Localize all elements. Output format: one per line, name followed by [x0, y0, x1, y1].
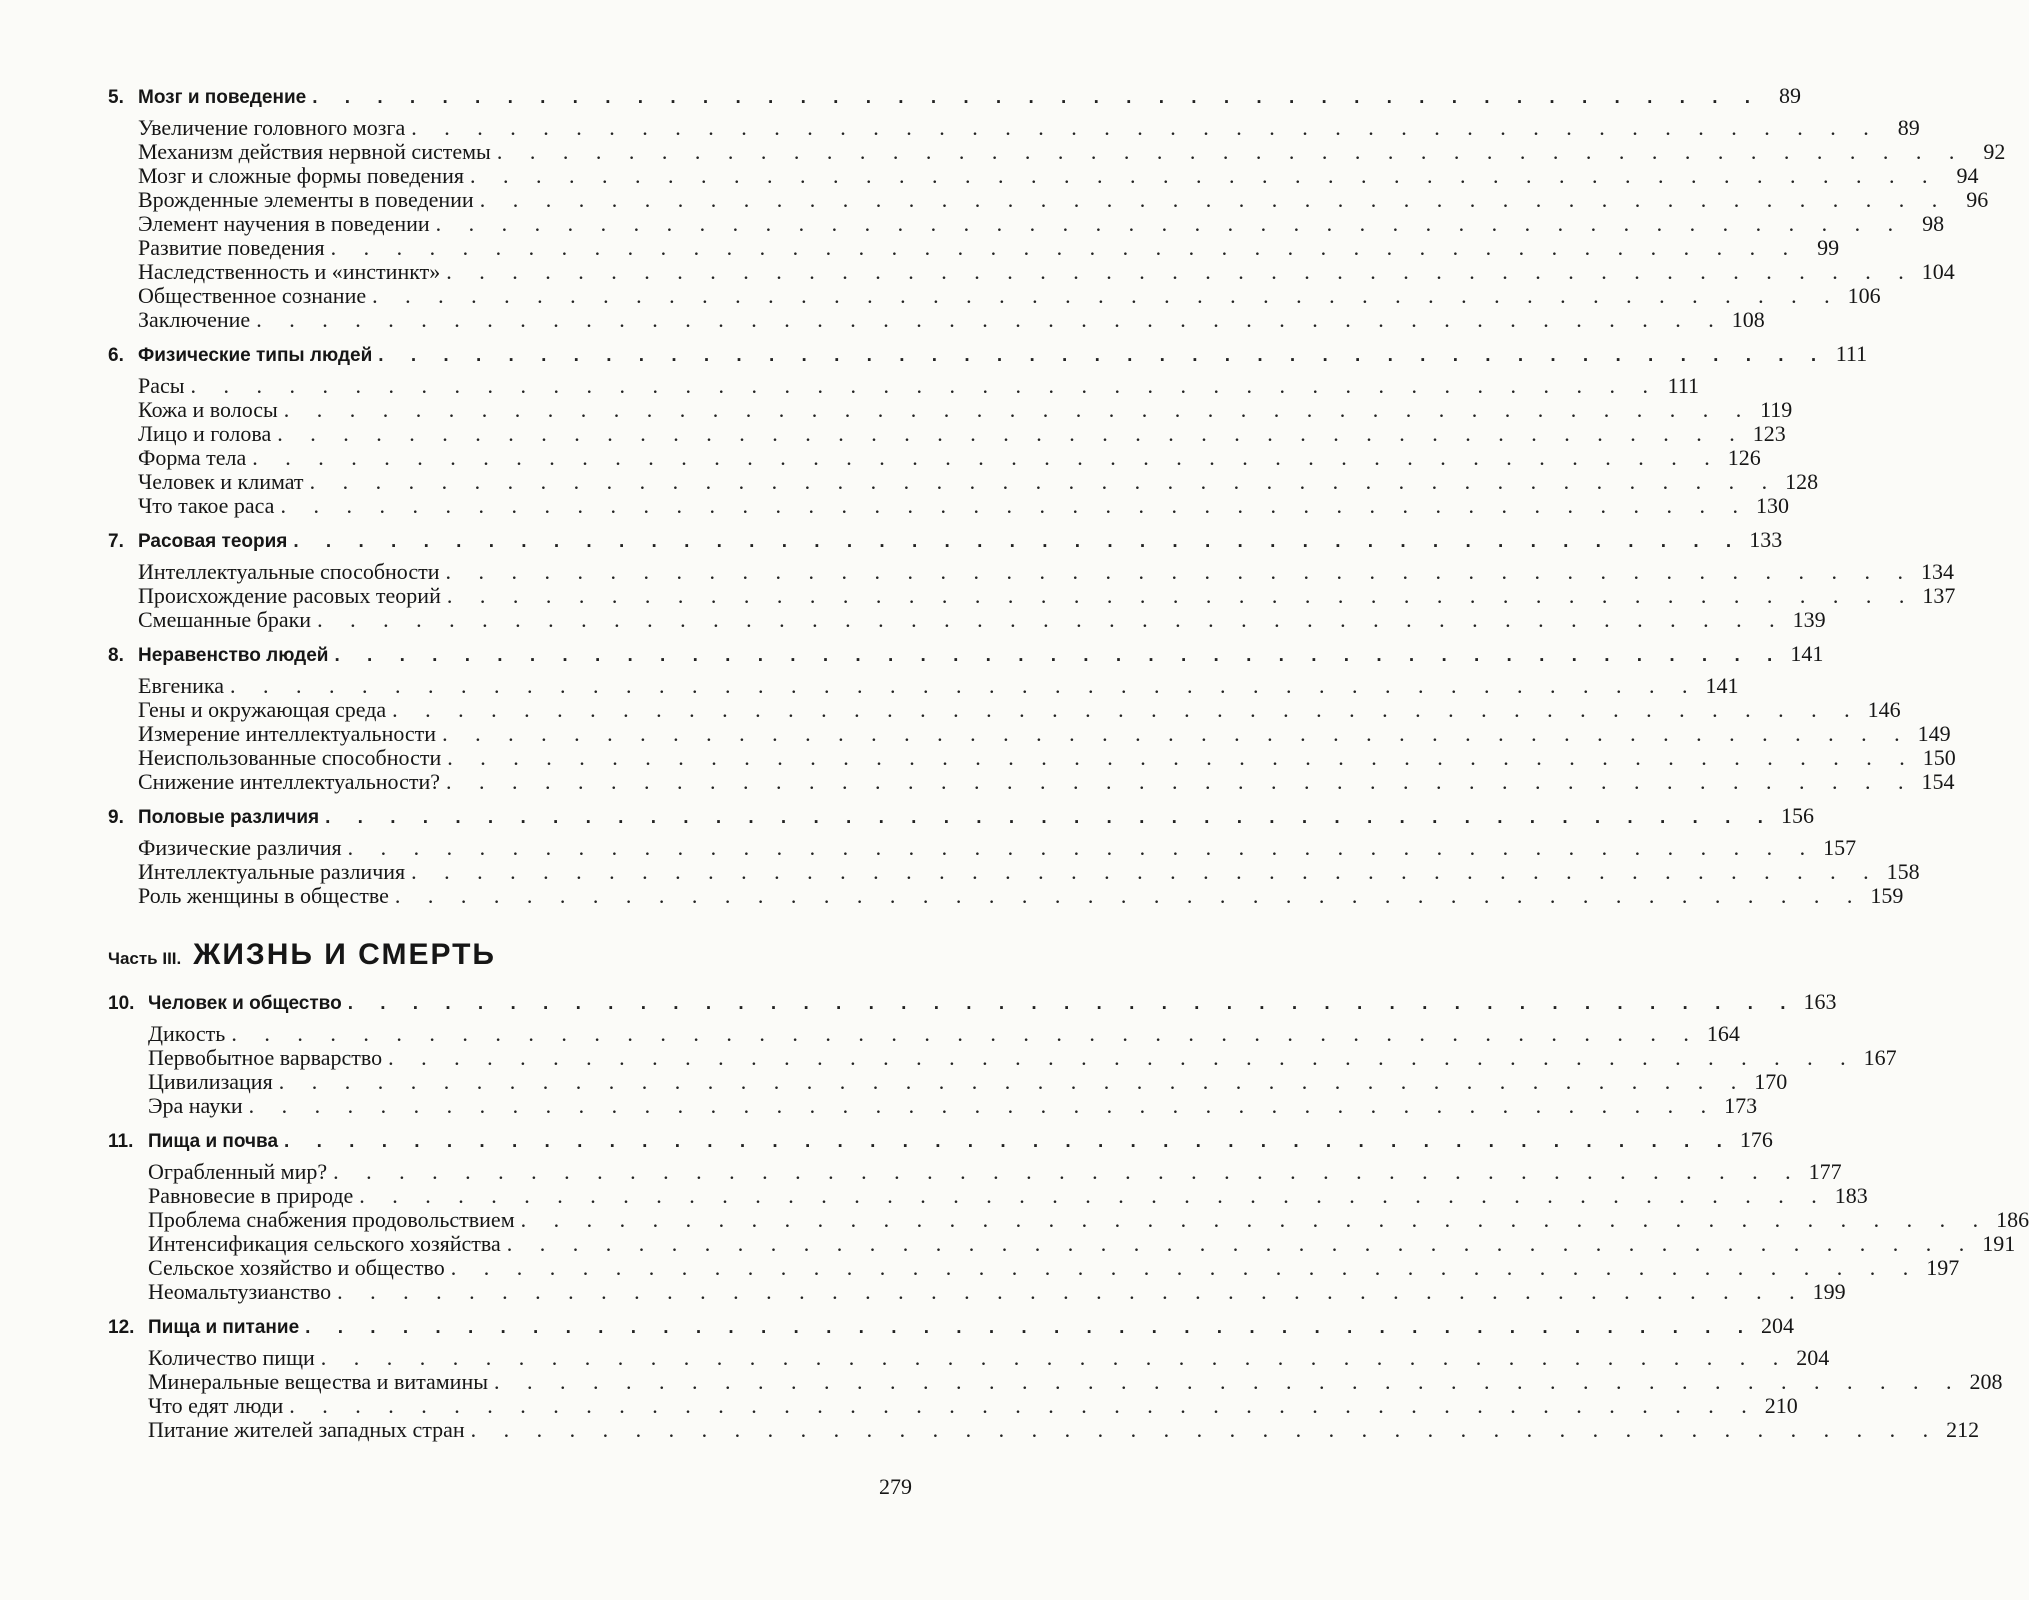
page-reference: 89: [1779, 83, 1802, 108]
dot-leader: . . . . . . . . . . . . . . . . . . . . . . . . . . . . . . . . . . . . . . . . . . . . .: [359, 1183, 1828, 1208]
page-reference: 164: [1706, 1021, 1740, 1046]
page-reference: 111: [1835, 341, 1868, 366]
section-entry: [108, 1369, 2003, 1394]
chapter-title: Физические типы людей: [138, 345, 373, 366]
page-reference: 126: [1727, 445, 1761, 470]
section-entry: [108, 1345, 1830, 1370]
section-entry: [108, 211, 1945, 236]
page-reference: 141: [1705, 673, 1739, 698]
page-reference: 197: [1926, 1255, 1960, 1280]
part-label: Часть III.: [108, 949, 182, 968]
dot-leader: . . . . . . . . . . . . . . . . . . . . . . . . . . . . . . . . . . . . . . . . . . . . .: [520, 1207, 1990, 1232]
chapter-number: 6.: [108, 345, 124, 366]
section-title: Интеллектуальные различия: [138, 859, 406, 884]
section-title: Сельское хозяйство и общество: [148, 1255, 445, 1280]
section-title: Дикость: [148, 1021, 226, 1046]
section-title: Физические различия: [138, 835, 342, 860]
dot-leader: . . . . . . . . . . . . . . . . . . . . . . . . . . . . . . . . . . . . . . . . . . . . .: [283, 397, 1753, 422]
section-entry: [108, 187, 1989, 212]
chapter-title: Половые различия: [138, 807, 320, 828]
section-title: Питание жителей западных стран: [148, 1417, 465, 1442]
dot-leader: . . . . . . . . . . . . . . . . . . . . . . . . . . . . . . . . . . . . . . . . . . . . .: [248, 1093, 1718, 1118]
dot-leader: . . . . . . . . . . . . . . . . . . . . . . . . . . . . . . . . . . . . . . . . . . . . .: [494, 1369, 1963, 1394]
page-reference: 108: [1731, 307, 1765, 332]
section-title: Развитие поведения: [138, 235, 325, 260]
dot-leader: . . . . . . . . . . . . . . . . . . . . . . . . . . . . . . . . . . . . . . . . . . . . .: [447, 745, 1916, 770]
section-entry: [108, 859, 1920, 884]
section-entry: [108, 1045, 1897, 1070]
section-title: Снижение интеллектуальности?: [138, 769, 440, 794]
section-entry: [108, 835, 1857, 860]
dot-leader: . . . . . . . . . . . . . . . . . . . . . . . . . . . . . . . . . . . . . . . . . . . . .: [445, 559, 1915, 584]
section-entry: [108, 139, 2006, 164]
toc-block-after: [108, 988, 2029, 1442]
dot-leader: . . . . . . . . . . . . . . . . . . . . . . . . . . . . . . . . . . . . . . . . . . . . .: [347, 993, 1797, 1014]
section-entry: [108, 469, 1819, 494]
dot-leader: . . . . . . . . . . . . . . . . . . . . . . . . . . . . . . . . . . . . . . . . . . . . .: [378, 345, 1828, 366]
page-reference: 119: [1760, 397, 1793, 422]
page-reference: 157: [1823, 835, 1857, 860]
section-entry: [108, 283, 1881, 308]
section-title: Общественное сознание: [138, 283, 367, 308]
dot-leader: . . . . . . . . . . . . . . . . . . . . . . . . . . . . . . . . . . . . . . . . . . . . .: [446, 769, 1915, 794]
dot-leader: . . . . . . . . . . . . . . . . . . . . . . . . . . . . . . . . . . . . . . . . . . . . .: [312, 87, 1762, 108]
dot-leader: . . . . . . . . . . . . . . . . . . . . . . . . . . . . . . . . . . . . . . . . . . . . .: [446, 583, 1916, 608]
dot-leader: . . . . . . . . . . . . . . . . . . . . . . . . . . . . . . . . . . . . . . . . . . . . .: [469, 163, 1939, 188]
page-reference: 159: [1870, 883, 1904, 908]
chapter-entry: [108, 82, 1802, 110]
dot-leader: . . . . . . . . . . . . . . . . . . . . . . . . . . . . . . . . . . . . . . . . . . . . .: [256, 307, 1725, 332]
page-reference: 177: [1808, 1159, 1842, 1184]
chapter-entry: [108, 988, 1837, 1016]
section-entry: [108, 1279, 1846, 1304]
section-entry: [108, 1021, 1740, 1046]
page-reference: 163: [1803, 989, 1837, 1014]
dot-leader: . . . . . . . . . . . . . . . . . . . . . . . . . . . . . . . . . . . . . . . . . . . . .: [435, 211, 1905, 236]
dot-leader: . . . . . . . . . . . . . . . . . . . . . . . . . . . . . . . . . . . . . . . . . . . . .: [442, 721, 1911, 746]
section-title: Элемент научения в поведении: [138, 211, 430, 236]
chapter-number: 5.: [108, 87, 124, 108]
dot-leader: . . . . . . . . . . . . . . . . . . . . . . . . . . . . . . . . . . . . . . . . . . . . .: [411, 859, 1880, 884]
page-number: 279: [879, 1474, 912, 1499]
chapter-number: 12.: [108, 1317, 135, 1338]
section-entry: [108, 1183, 1868, 1208]
section-title: Неомальтузианство: [148, 1279, 332, 1304]
chapter-title: Неравенство людей: [138, 645, 329, 666]
section-entry: [108, 583, 1956, 608]
chapter-entry: [108, 340, 1868, 368]
section-title: Что такое раса: [138, 493, 275, 518]
section-title: Заключение: [138, 307, 251, 332]
chapter-title: Пища и питание: [148, 1317, 300, 1338]
section-title: Минеральные вещества и витамины: [148, 1369, 489, 1394]
section-entry: [108, 721, 1951, 746]
page-reference: 89: [1897, 115, 1920, 140]
page-reference: 98: [1922, 211, 1945, 236]
section-entry: [108, 769, 1955, 794]
page-reference: 92: [1983, 139, 2006, 164]
page-reference: 104: [1921, 259, 1955, 284]
section-title: Количество пищи: [148, 1345, 315, 1370]
dot-leader: . . . . . . . . . . . . . . . . . . . . . . . . . . . . . . . . . . . . . . . . . . . . .: [277, 421, 1746, 446]
dot-leader: . . . . . . . . . . . . . . . . . . . . . . . . . . . . . . . . . . . . . . . . . . . . .: [325, 807, 1774, 828]
chapter-number: 7.: [108, 531, 124, 552]
section-title: Эра науки: [148, 1093, 243, 1118]
section-title: Увеличение головного мозга: [138, 115, 406, 140]
section-title: Кожа и волосы: [138, 397, 278, 422]
section-title: Гены и окружающая среда: [138, 697, 387, 722]
section-entry: [108, 259, 1955, 284]
dot-leader: . . . . . . . . . . . . . . . . . . . . . . . . . . . . . . . . . . . . . . . . . . . . .: [470, 1417, 1940, 1442]
chapter-title: Расовая теория: [138, 531, 288, 552]
chapter-number: 11.: [108, 1131, 134, 1152]
section-entry: [108, 1231, 2016, 1256]
dot-leader: . . . . . . . . . . . . . . . . . . . . . . . . . . . . . . . . . . . . . . . . . . . . .: [280, 493, 1749, 518]
page-reference: 133: [1749, 527, 1783, 552]
page-reference: 139: [1792, 607, 1826, 632]
dot-leader: . . . . . . . . . . . . . . . . . . . . . . . . . . . . . . . . . . . . . . . . . . . . .: [333, 1159, 1802, 1184]
chapter-number: 8.: [108, 645, 124, 666]
page-reference: 167: [1863, 1045, 1897, 1070]
dot-leader: . . . . . . . . . . . . . . . . . . . . . . . . . . . . . . . . . . . . . . . . . . . . .: [372, 283, 1841, 308]
dot-leader: . . . . . . . . . . . . . . . . . . . . . . . . . . . . . . . . . . . . . . . . . . . . .: [230, 673, 1699, 698]
section-title: Наследственность и «инстинкт»: [138, 259, 441, 284]
section-title: Интеллектуальные способности: [138, 559, 440, 584]
dot-leader: . . . . . . . . . . . . . . . . . . . . . . . . . . . . . . . . . . . . . . . . . . . . .: [411, 115, 1880, 140]
chapter-entry: [108, 640, 1824, 668]
dot-leader: . . . . . . . . . . . . . . . . . . . . . . . . . . . . . . . . . . . . . . . . . . . . .: [388, 1045, 1857, 1070]
page-reference: 158: [1886, 859, 1920, 884]
page-reference: 204: [1760, 1313, 1794, 1338]
page-reference: 123: [1752, 421, 1786, 446]
dot-leader: . . . . . . . . . . . . . . . . . . . . . . . . . . . . . . . . . . . . . . . . . . . . .: [337, 1279, 1806, 1304]
section-entry: [108, 559, 1955, 584]
chapter-number: 10.: [108, 993, 135, 1014]
dot-leader: . . . . . . . . . . . . . . . . . . . . . . . . . . . . . . . . . . . . . . . . . . . . .: [347, 835, 1817, 860]
chapter-entry: [108, 526, 1783, 554]
dot-leader: . . . . . . . . . . . . . . . . . . . . . . . . . . . . . . . . . . . . . . . . . . . . .: [284, 1131, 1733, 1152]
section-entry: [108, 697, 1901, 722]
page-reference: 183: [1834, 1183, 1868, 1208]
section-entry: [108, 1393, 1798, 1418]
section-title: Интенсификация сельского хозяйства: [148, 1231, 501, 1256]
section-title: Смешанные браки: [138, 607, 312, 632]
section-entry: [108, 307, 1765, 332]
dot-leader: . . . . . . . . . . . . . . . . . . . . . . . . . . . . . . . . . . . . . . . . . . . . .: [293, 531, 1743, 552]
dot-leader: . . . . . . . . . . . . . . . . . . . . . . . . . . . . . . . . . . . . . . . . . . . . .: [330, 235, 1800, 260]
page-reference: 210: [1764, 1393, 1798, 1418]
page-reference: 149: [1917, 721, 1951, 746]
section-title: Расы: [138, 373, 185, 398]
section-entry: [108, 1417, 1980, 1442]
dot-leader: . . . . . . . . . . . . . . . . . . . . . . . . . . . . . . . . . . . . . . . . . . . . .: [252, 445, 1721, 470]
page-reference: 170: [1754, 1069, 1788, 1094]
page-reference: 99: [1817, 235, 1840, 260]
dot-leader: . . . . . . . . . . . . . . . . . . . . . . . . . . . . . . . . . . . . . . . . . . . . .: [320, 1345, 1790, 1370]
page-reference: 156: [1780, 803, 1814, 828]
page-reference: 94: [1956, 163, 1979, 188]
dot-leader: . . . . . . . . . . . . . . . . . . . . . . . . . . . . . . . . . . . . . . . . . . . . .: [231, 1021, 1700, 1046]
dot-leader: . . . . . . . . . . . . . . . . . . . . . . . . . . . . . . . . . . . . . . . . . . . . .: [496, 139, 1966, 164]
page-reference: 130: [1755, 493, 1789, 518]
section-entry: [108, 493, 1789, 518]
chapter-title: Мозг и поведение: [138, 87, 307, 108]
page-reference: 150: [1922, 745, 1956, 770]
dot-leader: . . . . . . . . . . . . . . . . . . . . . . . . . . . . . . . . . . . . . . . . . . . . .: [190, 373, 1660, 398]
dot-leader: . . . . . . . . . . . . . . . . . . . . . . . . . . . . . . . . . . . . . . . . . . . . .: [309, 469, 1779, 494]
toc-block-before: [108, 82, 2006, 908]
section-title: Человек и климат: [138, 469, 304, 494]
section-entry: [108, 115, 1920, 140]
page-reference: 137: [1922, 583, 1956, 608]
section-title: Измерение интеллектуальности: [138, 721, 437, 746]
dot-leader: . . . . . . . . . . . . . . . . . . . . . . . . . . . . . . . . . . . . . . . . . . . . .: [289, 1393, 1758, 1418]
section-entry: [108, 235, 1840, 260]
page-reference: 154: [1921, 769, 1955, 794]
section-entry: [108, 1255, 1960, 1280]
section-title: Цивилизация: [148, 1069, 273, 1094]
dot-leader: . . . . . . . . . . . . . . . . . . . . . . . . . . . . . . . . . . . . . . . . . . . . .: [446, 259, 1915, 284]
page-reference: 186: [1996, 1207, 2029, 1232]
page-reference: 146: [1867, 697, 1901, 722]
section-entry: [108, 1207, 2029, 1232]
page-reference: 191: [1982, 1231, 2016, 1256]
page-reference: 208: [1969, 1369, 2003, 1394]
page-reference: 96: [1966, 187, 1989, 212]
chapter-title: Пища и почва: [148, 1131, 279, 1152]
page-reference: 141: [1790, 641, 1824, 666]
page-reference: 199: [1812, 1279, 1846, 1304]
page-reference: 106: [1847, 283, 1881, 308]
section-title: Роль женщины в обществе: [138, 883, 389, 908]
section-title: Первобытное варварство: [148, 1045, 383, 1070]
chapter-title: Человек и общество: [148, 993, 342, 1014]
part-title: ЖИЗНЬ И СМЕРТЬ: [193, 938, 496, 971]
section-title: Происхождение расовых теорий: [138, 583, 441, 608]
section-entry: [108, 883, 1904, 908]
dot-leader: . . . . . . . . . . . . . . . . . . . . . . . . . . . . . . . . . . . . . . . . . . . . .: [394, 883, 1864, 908]
section-title: Мозг и сложные формы поведения: [138, 163, 464, 188]
table-of-contents: [108, 74, 2029, 1442]
chapter-entry: [108, 1312, 1794, 1340]
section-title: Ограбленный мир?: [148, 1159, 328, 1184]
section-title: Равновесие в природе: [148, 1183, 354, 1208]
section-title: Неиспользованные способности: [138, 745, 442, 770]
dot-leader: . . . . . . . . . . . . . . . . . . . . . . . . . . . . . . . . . . . . . . . . . . . . .: [479, 187, 1949, 212]
section-entry: [108, 445, 1761, 470]
section-title: Лицо и голова: [138, 421, 272, 446]
page-reference: 173: [1724, 1093, 1758, 1118]
section-title: Евгеника: [138, 673, 224, 698]
section-title: Проблема снабжения продовольствием: [148, 1207, 515, 1232]
section-entry: [108, 421, 1786, 446]
part-heading: [108, 938, 912, 978]
section-entry: [108, 1093, 1758, 1118]
page-reference: 212: [1946, 1417, 1980, 1442]
page-reference: 111: [1667, 373, 1700, 398]
section-entry: [108, 673, 1739, 698]
chapter-entry: [108, 1126, 1773, 1154]
dot-leader: . . . . . . . . . . . . . . . . . . . . . . . . . . . . . . . . . . . . . . . . . . . . .: [317, 607, 1786, 632]
section-title: Механизм действия нервной системы: [138, 139, 491, 164]
dot-leader: . . . . . . . . . . . . . . . . . . . . . . . . . . . . . . . . . . . . . . . . . . . . .: [392, 697, 1861, 722]
dot-leader: . . . . . . . . . . . . . . . . . . . . . . . . . . . . . . . . . . . . . . . . . . . . .: [305, 1317, 1754, 1338]
page-reference: 176: [1739, 1127, 1773, 1152]
section-title: Форма тела: [138, 445, 247, 470]
dot-leader: . . . . . . . . . . . . . . . . . . . . . . . . . . . . . . . . . . . . . . . . . . . . .: [506, 1231, 1976, 1256]
page-reference: 134: [1921, 559, 1955, 584]
section-entry: [108, 373, 1700, 398]
chapter-entry: [108, 802, 1814, 830]
page-reference: 204: [1796, 1345, 1830, 1370]
section-entry: [108, 607, 1826, 632]
section-title: Что едят люди: [148, 1393, 284, 1418]
section-entry: [108, 397, 1793, 422]
dot-leader: . . . . . . . . . . . . . . . . . . . . . . . . . . . . . . . . . . . . . . . . . . . . .: [450, 1255, 1920, 1280]
section-entry: [108, 745, 1956, 770]
section-entry: [108, 1069, 1788, 1094]
section-entry: [108, 163, 1979, 188]
page-reference: 128: [1785, 469, 1819, 494]
section-title: Врожденные элементы в поведении: [138, 187, 474, 212]
dot-leader: . . . . . . . . . . . . . . . . . . . . . . . . . . . . . . . . . . . . . . . . . . . . .: [334, 645, 1784, 666]
chapter-number: 9.: [108, 807, 124, 828]
dot-leader: . . . . . . . . . . . . . . . . . . . . . . . . . . . . . . . . . . . . . . . . . . . . .: [278, 1069, 1748, 1094]
section-entry: [108, 1159, 1842, 1184]
